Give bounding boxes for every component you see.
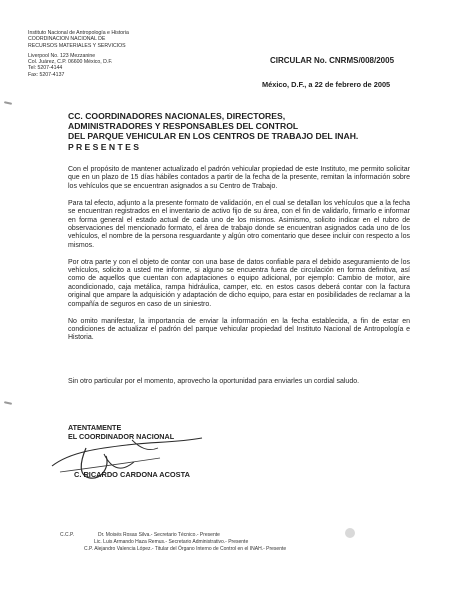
letterhead-coordination: COORDINACION NACIONAL DE [28,36,106,43]
letterhead-institute: Instituto Nacional de Antropología e Historia [28,30,129,36]
ccp-list [84,532,384,552]
letterhead-colony: Col. Juárez, C.P. 06600 México, D.F. [28,59,113,66]
ccp-entry-2: Lic. Luis Armando Haza Remus.- Secretario Administrativo.- Presente [94,538,249,545]
body-paragraph-2: Para tal efecto, adjunto a la presente formato de validación, en el cual se detallan los vehículos que a la fecha se encuentran registrados en el inventario de activo fijo de su área, con el fin de validarlo, firmarlo e informar en forma general el estado actual de cada uno de los mismos. Asimismo, solicito indicar en el rubro de observaciones del mencionado formato, el área de trabajo donde se encuentran asignados cada uno de los vehículos, el nombre de la persona resguardante y algún otro comentario que desee incluir con respecto a los mismos. [68,199,410,249]
letterhead-department: RECURSOS MATERIALES Y SERVICIOS [28,42,126,49]
stamp-mark [345,528,355,538]
letter-body [68,166,410,351]
addressee-line-1: CC. COORDINADORES NACIONALES, DIRECTORES, [68,111,286,121]
letterhead [28,30,208,78]
signer-title: EL COORDINADOR NACIONAL [68,432,175,441]
body-paragraph-4: No omito manifestar, la importancia de enviar la información en la fecha establecida, a fin de estar en condiciones de actualizar el padrón del parque vehicular propiedad del Instituto Nacional de Antropología e Historia. [68,317,410,342]
addressee-line-4: P R E S E N T E S [68,141,139,152]
addressee-line-3: DEL PARQUE VEHICULAR EN LOS CENTROS DE TRABAJO DEL INAH. [68,131,359,142]
letterhead-street: Liverpool No. 123 Mezzanine [28,52,96,59]
signature-block [68,423,268,441]
ccp-label: C.C.P. [60,532,75,538]
salutation: ATENTAMENTE [68,423,122,432]
addressee-line-2: ADMINISTRADORES Y RESPONSABLES DEL CONTROL [68,121,299,132]
closing-remark: Sin otro particular por el momento, aprovecho la oportunidad para enviarles un cordial saludo. [68,378,360,385]
body-paragraph-1: Con el propósito de mantener actualizado el padrón vehicular propiedad de este Instituto, me permito solicitar que en un plazo de 15 días hábiles contados a partir de la fecha de la presente, remitan la información sobre los vehículos que se encuentran asignados a su Centro de Trabajo. [68,166,410,190]
letterhead-fax: Fax: 5207-4137 [28,71,65,78]
letter-date: México, D.F., a 22 de febrero de 2005 [262,80,391,89]
body-paragraph-3: Por otra parte y con el objeto de contar con una base de datos confiable para el debido aseguramiento de los vehículos, solicito a usted me informe, si alguno se encuentra fuera de circulación en forma definitiva, así como de aquellos que cuentan con adaptaciones o equipo adicional, por ejemplo: Cambio de motor, aire acondicionado, caja metálica, rampa hidráulica, camper, etc. en estos casos deberá contar con la factura original que ampare la adquisición y adaptación de dicho equipo, para estar en posibilidades de reclamar a la compañía de seguros en caso de un siniestro. [68,258,410,308]
circular-number: CIRCULAR No. CNRMS/008/2005 [270,56,395,65]
addressee-block [68,111,408,152]
ccp-entry-3: C.P. Alejandro Valencia López.- Titular del Órgano Interno de Control en el INAH.- Presente [84,545,287,552]
ccp-entry-1: Dr. Moisés Rosas Silva.- Secretario Técnico.- Presente [98,532,220,538]
punch-mark [4,101,12,105]
signer-name: C. RICARDO CARDONA ACOSTA [74,470,190,479]
letterhead-phone: Tel: 5207-4144 [28,65,63,72]
punch-mark [4,401,12,405]
